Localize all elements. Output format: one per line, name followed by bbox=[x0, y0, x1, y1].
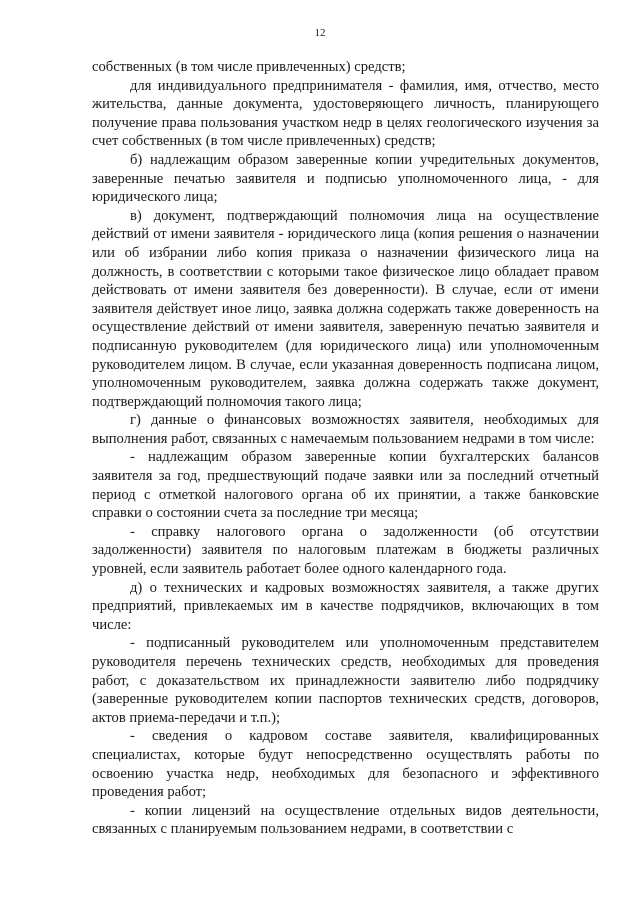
paragraph: в) документ, подтверждающий полномочия лица на осуществление действий от имени заявителя - юридического лица (копия решения о назначении или об избрании либо копия приказа о назначении физического лица на должность, в соответствии с которыми такое физическое лицо обладает правом действовать от имени заявителя без доверенности). В случае, если от имени заявителя действует иное лицо, заявка должна содержать также доверенность на осуществление действий от имени заявителя, заверенную печатью заявителя и подписанную руководителем (для юридического лица) или уполномоченным руководителем лицом. В случае, если указанная доверенность подписана лицом, уполномоченным руководителем, заявка должна содержать также документ, подтверждающий полномочия такого лица; bbox=[92, 207, 599, 410]
paragraph: собственных (в том числе привлеченных) средств; bbox=[92, 59, 406, 75]
list-item: - справку налогового органа о задолженности (об отсутствии задолженности) заявителя по налоговым платежам в бюджеты различных уровней, если заявитель работает более одного календарного года. bbox=[92, 523, 599, 578]
paragraph: г) данные о финансовых возможностях заявителя, необходимых для выполнения работ, связанных с намечаемым пользованием недрами в том числе: bbox=[92, 412, 599, 447]
page-number: 12 bbox=[314, 27, 326, 39]
paragraph: для индивидуального предпринимателя - фамилия, имя, отчество, место жительства, данные документа, удостоверяющего личность, планирующего получение права пользования участком недр в целях геологического изучения за счет собственных (в том числе привлеченных) средств; bbox=[92, 77, 599, 150]
paragraph: д) о технических и кадровых возможностях заявителя, а также других предприятий, привлекаемых им в качестве подрядчиков, включающих в том числе: bbox=[92, 579, 599, 633]
paragraph: б) надлежащим образом заверенные копии учредительных документов, заверенные печатью заявителя и подписью уполномоченного лица, - для юридического лица; bbox=[92, 151, 599, 206]
document-body bbox=[92, 58, 599, 839]
list-item: - подписанный руководителем или уполномоченным представителем руководителя перечень технических средств, необходимых для проведения работ, с доказательством их принадлежности заявителю либо подрядчику (заверенные руководителем копии паспортов технических средств, договоров, актов приема-передачи и т.п.); bbox=[92, 635, 599, 726]
list-item: - сведения о кадровом составе заявителя, квалифицированных специалистах, которые будут непосредственно осуществлять работы по освоению участка недр, необходимых для безопасного и эффективного проведения работ; bbox=[92, 728, 599, 801]
list-item: - копии лицензий на осуществление отдельных видов деятельности, связанных с планируемым пользованием недрами, в соответствии с bbox=[92, 802, 599, 838]
list-item: - надлежащим образом заверенные копии бухгалтерских балансов заявителя за год, предшествующий подаче заявки или за последний отчетный период с отметкой налогового органа об их принятии, а также банковские справки о состоянии счета за последние три месяца; bbox=[92, 449, 599, 522]
